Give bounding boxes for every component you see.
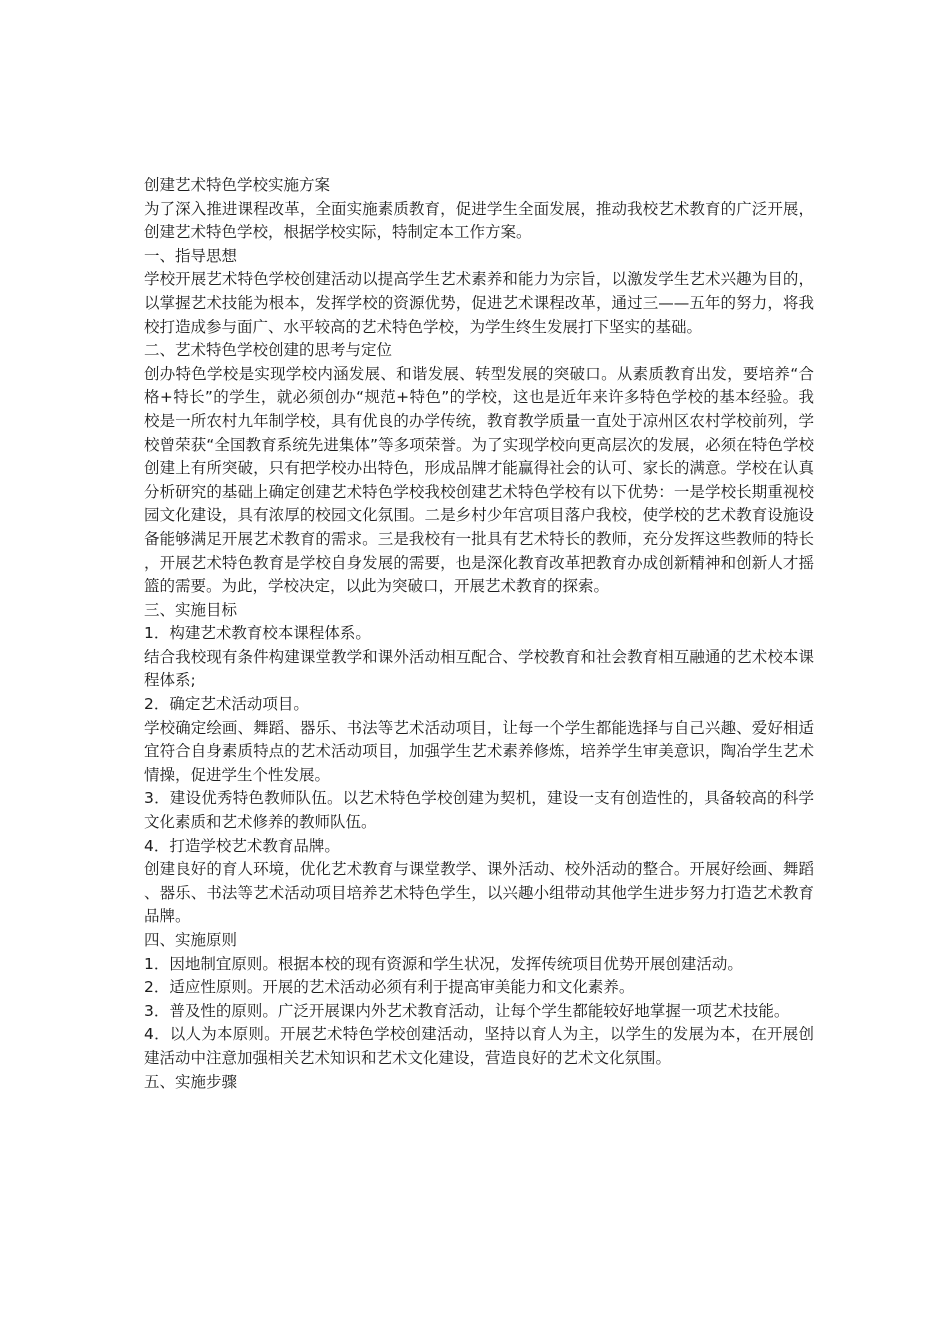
goal-item-3: 3．建设优秀特色教师队伍。以艺术特色学校创建为契机，建设一支有创造性的，具备较高的科学文化素质和艺术修养的教师队伍。 bbox=[144, 789, 814, 832]
section-heading-guiding-ideology: 一、指导思想 bbox=[144, 246, 238, 265]
document-title: 创建艺术特色学校实施方案 bbox=[144, 176, 331, 194]
section-heading-principles: 四、实施原则 bbox=[144, 931, 238, 949]
goal-item-4-detail: 创建良好的育人环境，优化艺术教育与课堂教学、课外活动、校外活动的整合。开展好绘画、舞蹈、器乐、书法等艺术活动项目培养艺术特色学生，以兴趣小组带动其他学生进步努力打造艺术教育品牌。 bbox=[144, 860, 814, 926]
principle-item-4: 4．以人为本原则。开展艺术特色学校创建活动，坚持以育人为主，以学生的发展为本，在开展创建活动中注意加强相关艺术知识和艺术文化建设，营造良好的艺术文化氛围。 bbox=[144, 1025, 814, 1067]
principle-item-3: 3．普及性的原则。广泛开展课内外艺术教育活动，让每个学生都能较好地掌握一项艺术技能。 bbox=[144, 1001, 790, 1020]
section-heading-thinking-positioning: 二、艺术特色学校创建的思考与定位 bbox=[144, 341, 393, 360]
section-heading-steps: 五、实施步骤 bbox=[144, 1072, 238, 1091]
goal-item-2-detail: 学校确定绘画、舞蹈、器乐、书法等艺术活动项目，让每一个学生都能选择与自己兴趣、爱好相适宜符合自身素质特点的艺术活动项目，加强学生艺术素养修炼，培养学生审美意识，陶冶学生艺术情操，促进学生个性发展。 bbox=[144, 718, 814, 784]
principle-item-2: 2．适应性原则。开展的艺术活动必须有利于提高审美能力和文化素养。 bbox=[144, 978, 635, 997]
guiding-ideology-paragraph: 学校开展艺术特色学校创建活动以提高学生艺术素养和能力为宗旨，以激发学生艺术兴趣为目的，以掌握艺术技能为根本，发挥学校的资源优势，促进艺术课程改革，通过三——五年的努力，将我校打造成参与面广、水平较高的艺术特色学校，为学生终生发展打下坚实的基础。 bbox=[144, 270, 814, 336]
thinking-positioning-paragraph: 创办特色学校是实现学校内涵发展、和谐发展、转型发展的突破口。从素质教育出发，要培养“合格+特长”的学生，就必须创办“规范+特色”的学校，这也是近年来许多特色学校的基本经验。我校是一所农村九年制学校，具有优良的办学传统，教育教学质量一直处于凉州区农村学校前列，学校曾荣获“全国教育系统先进集体”等多项荣誉。为了实现学校向更高层次的发展，必须在特色学校创建上有所突破，只有把学校办出特色，形成品牌才能赢得社会的认可、家长的满意。学校在认真分析研究的基础上确定创建艺术特色学校我校创建艺术特色学校有以下优势：一是学校长期重视校园文化建设，具有浓厚的校园文化氛围。二是乡村少年宫项目落户我校，使学校的艺术教育设施设备能够满足开展艺术教育的需求。三是我校有一批具有艺术特长的教师，充分发挥这些教师的特长，开展艺术特色教育是学校自身发展的需要，也是深化教育改革把教育办成创新精神和创新人才摇篮的需要。为此，学校决定，以此为突破口，开展艺术教育的探索。 bbox=[144, 364, 814, 596]
intro-paragraph: 为了深入推进课程改革，全面实施素质教育，促进学生全面发展，推动我校艺术教育的广泛开展，创建艺术特色学校，根据学校实际，特制定本工作方案。 bbox=[144, 199, 814, 242]
goal-item-4: 4．打造学校艺术教育品牌。 bbox=[144, 836, 340, 855]
principle-item-1: 1．因地制宜原则。根据本校的现有资源和学生状况，发挥传统项目优势开展创建活动。 bbox=[144, 954, 743, 973]
document-body bbox=[144, 174, 814, 1094]
goal-item-2: 2．确定艺术活动项目。 bbox=[144, 695, 309, 714]
goal-item-1-detail: 结合我校现有条件构建课堂教学和课外活动相互配合、学校教育和社会教育相互融通的艺术校本课程体系; bbox=[144, 647, 814, 690]
section-heading-goals: 三、实施目标 bbox=[144, 600, 238, 619]
goal-item-1: 1．构建艺术教育校本课程体系。 bbox=[144, 624, 371, 643]
